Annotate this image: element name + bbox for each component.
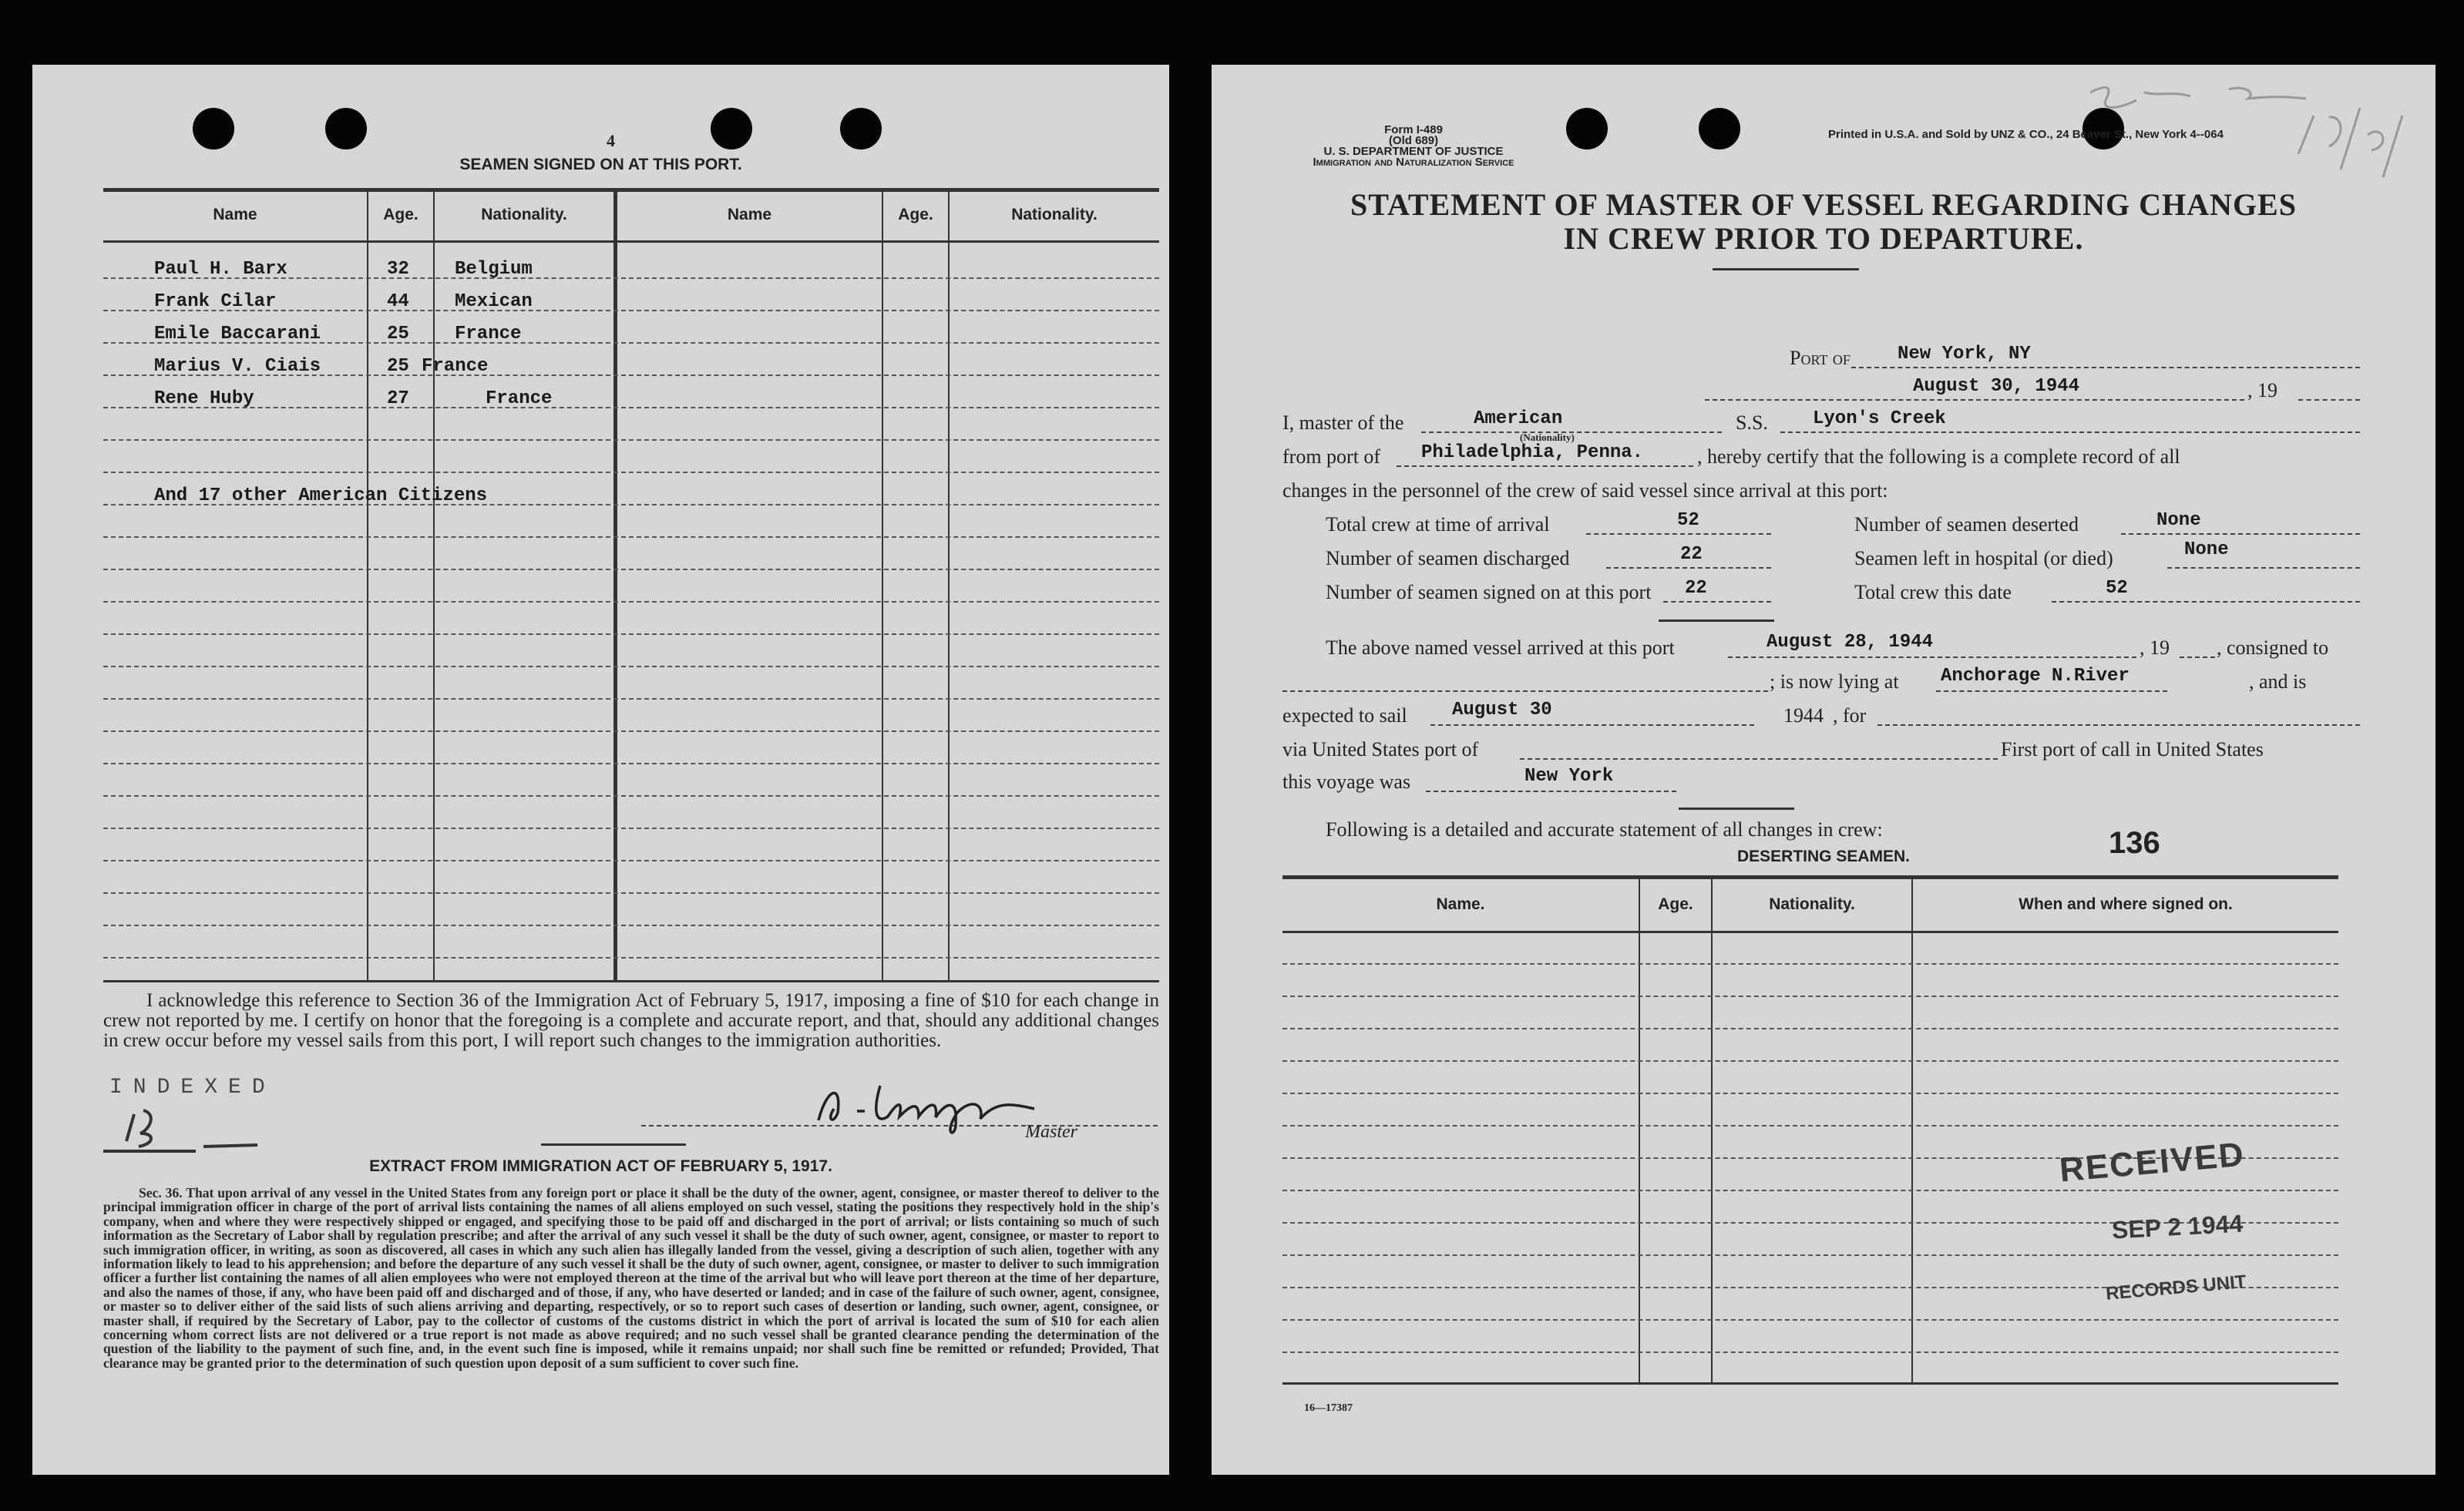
acknowledgement-text: I acknowledge this reference to Section 36 of the Immigration Act of February 5, 1917, imposing a fine of $10 for each change in crew not reported by me. I certify on honor that the foregoing is a complete and accurate report, and that, should any additional changes in crew occur before my vessel sails from this port, I will report such changes to the immigration authorities. [103,990,1159,1051]
table-row: Paul H. Barx [154,259,287,280]
sail-value: August 30 [1452,700,1552,720]
consigned-label: , consigned to [2217,636,2329,659]
punch-hole [840,108,882,149]
signed-on-label: Number of seamen signed on at this port [1326,581,1652,603]
total-crew-arrival: 52 [1677,510,1699,531]
discharged-label: Number of seamen discharged [1326,547,1570,569]
table-row: Rene Huby [154,388,254,409]
ss-label: S.S. [1736,411,1768,434]
arrived-suffix: , 19 [2140,636,2170,659]
form-header [1282,125,1545,168]
table-top-rule [1282,875,2338,879]
punch-hole [1699,108,1740,149]
column-divider [433,188,435,982]
printer-line: Printed in U.S.A. and Sold by UNZ & CO., 24 Beaver St., New York 4--064 [1828,128,2224,141]
date-value: August 30, 1944 [1913,376,2080,397]
column-divider [948,188,950,982]
date-suffix: , 19 [2247,379,2277,401]
form-number: Form I-489 [1384,123,1443,136]
records-unit-stamp: RECORDS UNIT [2105,1271,2247,1304]
port-label: Port of [1790,347,1851,369]
service: Immigration and Naturalization Service [1313,156,1514,169]
total-crew-arrival-label: Total crew at time of arrival [1326,513,1550,536]
table-row: Emile Baccarani [154,324,321,344]
form-old-number: (Old 689) [1388,134,1439,147]
signed-on-value: 22 [1685,578,1707,599]
from-port-value: Philadelphia, Penna. [1421,442,1644,463]
and-is-label: , and is [2249,670,2307,693]
deserting-title: DESERTING SEAMEN. [1736,848,1911,865]
indexed-stamp: INDEXED [109,1076,276,1100]
via-label: via United States port of [1282,738,1479,761]
for-label: , for [1833,704,1867,727]
nationality-hint: (Nationality) [1520,431,1575,443]
table-note: And 17 other American Citizens [154,485,488,506]
table-bottom-rule [103,980,1159,982]
punch-hole [711,108,752,149]
following-text: Following is a detailed and accurate statement of all changes in crew: [1326,818,1883,841]
lying-value: Anchorage N.River [1941,666,2130,687]
title-line-1: STATEMENT OF MASTER OF VESSEL REGARDING CHANGES [1350,187,2297,222]
col-header-signed-on: When and where signed on. [2019,895,2233,913]
hospital-label: Seamen left in hospital (or died) [1854,547,2113,569]
table-cell-nationality: France [422,356,489,377]
total-crew-date: 52 [2106,578,2128,599]
table-cell-nationality: France [486,388,553,409]
table-cell-nationality: Mexican [455,291,533,312]
column-divider [613,188,617,982]
extract-title: EXTRACT FROM IMMIGRATION ACT OF FEBRUARY 5, 1917. [369,1157,832,1175]
hospital-value: None [2184,539,2229,560]
vessel-name: Lyon's Creek [1813,408,1946,429]
handwritten-note [2075,62,2429,185]
col-header-nationality: Nationality. [1769,895,1855,913]
table-cell-nationality: Belgium [455,259,533,280]
col-header-age: Age. [1658,895,1693,913]
title-line-2: IN CREW PRIOR TO DEPARTURE. [1563,221,2084,256]
table-row: Frank Cilar [154,291,277,312]
port-value: New York, NY [1898,344,2031,364]
lying-label: ; is now lying at [1770,670,1899,693]
punch-hole [1566,108,1608,149]
certify-text: , hereby certify that the following is a complete record of all [1697,445,2180,468]
table-cell-age: 25 [387,324,409,344]
form-title [1261,188,2386,256]
table-header-rule [103,240,1159,243]
section-title: SEAMEN SIGNED ON AT THIS PORT. [459,156,742,173]
footer-code: 16—17387 [1304,1402,1353,1414]
table-cell-age: 25 [387,356,409,377]
col-header-name: Name [213,206,257,223]
punch-hole [193,108,234,149]
total-crew-date-label: Total crew this date [1854,581,2012,603]
extract-text: Sec. 36. That upon arrival of any vessel in the United States from any foreign port or place it shall be the duty of the owner, agent, consignee, or master thereof to deliver to the principal immigration officer in charge of the port of arrival lists containing the names of all aliens employed on such vessel, stating the positions they respectively hold in the ship's company, when and where they were respectively shipped or engaged, and specifying those to be paid off and discharged in the port of arrival; or lists containing so much of such information as the Secretary of Labor shall by regulation prescribe; and after the arrival of any such vessel it shall be the duty of such owner, agent, consignee, or master to report to such immigration officer, in writing, as soon as discovered, all cases in which any such alien has illegally landed from the vessel, giving a description of such alien, together with any information likely to lead to his apprehension; and before the departure of any such vessel it shall be the duty of such owner, agent, consignee, or master to deliver to such immigration officer a further list containing the names of all alien employees who were not employed thereon at the time of the arrival but who will leave port thereon at the time of her departure, and also the names of those, if any, who have been paid off and discharged and of those, if any, who have deserted or landed; and in case of the failure of such owner, agent, consignee, or master so to deliver either of the said lists of such aliens arriving and departing, respectively, or so to report such cases of desertion or landing, such owner, agent, consignee, or master shall, if required by the Secretary of Labor, pay to the collector of customs of the customs district in which the port of arrival is located the sum of $10 for each alien concerning whom correct lists are not delivered or a true report is not made as above required; and no such vessel shall be granted clearance pending the determination of the question of the liability to the payment of such fine, and, in the event such fine is imposed, while it remains unpaid; nor shall such fine be remitted or refunded; Provided, That clearance may be granted prior to the determination of such question upon deposit of a sum sufficient to cover such fine. [103,1185,1159,1371]
table-bottom-rule [1282,1382,2338,1385]
table-row: Marius V. Ciais [154,356,321,377]
first-call-label: First port of call in United States [2001,738,2264,761]
from-port-label: from port of [1282,445,1381,468]
nationality-value: American [1474,408,1563,429]
col-header-name: Name [727,206,772,223]
department: U. S. DEPARTMENT OF JUSTICE [1323,145,1504,158]
received-stamp-date: SEP 2 1944 [2111,1209,2244,1244]
table-top-rule [103,188,1159,192]
master-of-label: I, master of the [1282,411,1404,434]
expected-label: expected to sail [1282,704,1407,727]
column-divider [882,188,883,982]
column-divider [367,188,368,982]
col-header-age: Age. [898,206,933,223]
table-cell-age: 27 [387,388,409,409]
left-page [32,65,1169,1475]
voyage-value: New York [1524,766,1614,787]
sail-year: 1944 [1783,704,1824,727]
handwritten-initials [103,1099,273,1160]
changes-text: changes in the personnel of the crew of said vessel since arrival at this port: [1282,479,1888,502]
right-page [1212,65,2435,1475]
deserted-value: None [2156,510,2201,531]
col-header-nationality: Nationality. [1011,206,1098,223]
col-header-age: Age. [383,206,419,223]
table-cell-age: 32 [387,259,409,280]
page-number: 4 [607,131,615,150]
arrived-label: The above named vessel arrived at this port [1326,636,1675,659]
col-header-name: Name. [1436,895,1485,913]
punch-hole [325,108,367,149]
received-stamp: RECEIVED [2058,1135,2247,1190]
discharged-value: 22 [1680,544,1703,565]
col-header-nationality: Nationality. [481,206,567,223]
voyage-label: this voyage was [1282,771,1411,793]
table-header-rule [1282,931,2338,933]
table-cell-nationality: France [455,324,522,344]
arrived-value: August 28, 1944 [1766,632,1934,653]
deserted-label: Number of seamen deserted [1854,513,2079,536]
master-label: Master [1025,1122,1077,1142]
table-cell-age: 44 [387,291,409,312]
document-number: 136 [2109,826,2160,860]
